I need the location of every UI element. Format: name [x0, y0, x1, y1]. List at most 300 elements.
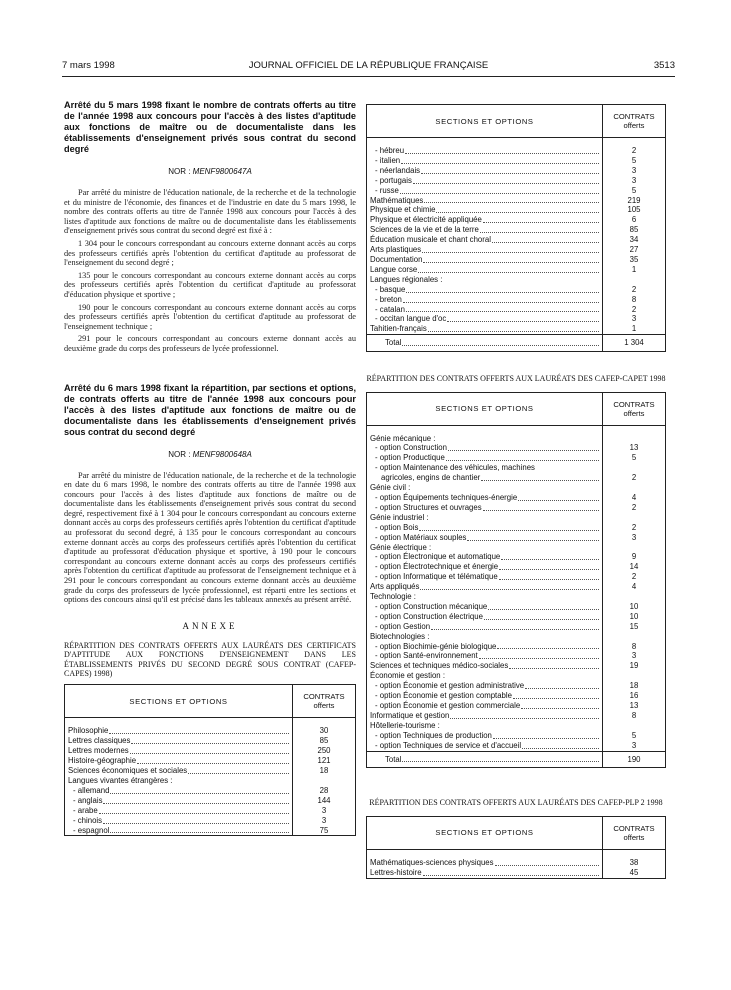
arrete2-nor: [64, 450, 356, 459]
total-value: 1 304: [603, 335, 666, 352]
col-header-offerts-label: offerts: [623, 832, 645, 842]
row-label: Physique et électricité appliquée: [370, 215, 482, 225]
row-value: 2: [603, 305, 666, 315]
dot-leader: [110, 831, 289, 833]
col-header-contrats: [603, 816, 666, 849]
row-label: - option Structures et ouvrages: [375, 502, 482, 512]
row-label-cell: [367, 721, 603, 731]
row-value: 45: [603, 868, 666, 878]
dot-leader: [499, 578, 599, 580]
row-label: Lettres modernes: [68, 746, 129, 756]
table-row: [367, 721, 666, 731]
col-header-sections: SECTIONS ET OPTIONS: [367, 105, 603, 138]
row-value: 3: [603, 533, 666, 543]
row-value: 34: [603, 235, 666, 245]
row-label-cell: [367, 453, 603, 463]
dot-leader: [493, 737, 599, 739]
row-label-cell: [367, 681, 603, 691]
row-value: 85: [603, 225, 666, 235]
row-label: - option Construction électrique: [375, 611, 483, 621]
row-value: 3: [603, 651, 666, 661]
header-date: 7 mars 1998: [62, 60, 115, 71]
arrete1-para: 291 pour le concours correspondant au concours externe donnant accès au deuxième grade du corps des professeurs de lycée professionnel.: [64, 334, 356, 353]
arrete1-para: 190 pour le concours correspondant au concours externe donnant accès au corps des professeurs certifiés après l'obtention du certificat d'aptitude au professorat de l'enseignement technique ;: [64, 302, 356, 331]
row-label: Physique et chimie: [370, 205, 436, 215]
row-value: 18: [603, 681, 666, 691]
table-row: [367, 493, 666, 503]
dot-leader: [423, 261, 599, 263]
row-value: 13: [603, 701, 666, 711]
row-value: 1: [603, 324, 666, 334]
row-value: 6: [603, 215, 666, 225]
row-label: - option Construction: [375, 443, 447, 453]
dot-leader: [501, 558, 599, 560]
row-label: Économie et gestion :: [370, 671, 445, 681]
row-label-cell: [367, 473, 603, 483]
row-label: - option Informatique et télématique: [375, 572, 498, 582]
capes-heading: RÉPARTITION DES CONTRATS OFFERTS AUX LAURÉATS DES CERTIFICATS D'APTITUDE AUX FONCTIONS D'ENSEIGNEMENT DANS LES ÉTABLISSEMENTS PRIVÉS DU SECOND DEGRÉ SOUS CONTRAT (CAFEP-CAPES) 1998): [64, 640, 356, 679]
table-row: [367, 731, 666, 741]
row-value: [603, 543, 666, 553]
row-label-cell: [367, 314, 603, 324]
row-label-cell: [367, 632, 603, 642]
arrete1-nor-label: NOR :: [168, 167, 191, 176]
table-row: [367, 463, 666, 473]
table-row: [367, 265, 666, 275]
table-row: [367, 245, 666, 255]
row-label-cell: [367, 661, 603, 671]
capes-right-body: [367, 138, 666, 335]
row-label-cell: [65, 746, 293, 756]
arrete1-para: Par arrêté du ministre de l'éducation nationale, de la recherche et de la technologie et du ministre de l'économie, des finances et de l'industrie en date du 5 mars 1998, le nombre des contrats offerts au titre de l'année 1998 aux concours pour l'accès à des listes d'aptitude aux fonctions de maître ou de documentaliste dans les établissements d'enseignement privés sous contrat du second degré est fixé à :: [64, 188, 356, 236]
row-label-cell: [367, 434, 603, 444]
row-label: Langue corse: [370, 264, 418, 274]
table-row: [367, 572, 666, 582]
dot-leader: [137, 762, 289, 764]
table-row: [367, 453, 666, 463]
row-label-cell: [367, 265, 603, 275]
dot-leader: [509, 667, 599, 669]
row-label: Lettres classiques: [68, 736, 131, 746]
dot-leader: [428, 330, 599, 332]
row-label: Documentation: [370, 254, 423, 264]
row-label: - espagnol: [73, 825, 110, 835]
row-value: 2: [603, 473, 666, 483]
row-label: - option Maintenance des véhicules, machines: [375, 463, 535, 473]
arrete2-title: Arrêté du 6 mars 1998 fixant la répartition, par sections et options, de contrats offerts au titre de l'année 1998 aux concours pour l'accès à des listes d'aptitude aux fonctions de maître ou de documentaliste dans les établissements d'enseignement privés sous contrat du second degré: [64, 382, 356, 437]
row-label-cell: [367, 285, 603, 295]
table-row: [65, 766, 356, 776]
table-row: [367, 622, 666, 632]
row-label: Génie industriel :: [370, 512, 429, 522]
table-row: [367, 858, 666, 868]
table-row: [367, 166, 666, 176]
row-value: 3: [603, 166, 666, 176]
row-label: Informatique et gestion: [370, 710, 450, 720]
row-label: Sciences et techniques médico-sociales: [370, 661, 509, 671]
row-value: 144: [293, 796, 356, 806]
row-label-cell: [367, 324, 603, 334]
dot-leader: [492, 241, 599, 243]
row-value: 8: [603, 642, 666, 652]
row-value: 3: [603, 741, 666, 751]
row-label-cell: [367, 205, 603, 215]
col-header-offerts-label: offerts: [623, 408, 645, 418]
row-label-cell: [367, 741, 603, 751]
row-label: Biotechnologies :: [370, 631, 430, 641]
row-value: 15: [603, 622, 666, 632]
row-label: - portugais: [375, 175, 412, 185]
row-label-cell: [367, 552, 603, 562]
row-label: - occitan langue d'oc: [375, 314, 447, 324]
row-value: 5: [603, 186, 666, 196]
row-label-cell: [65, 726, 293, 736]
row-value: 5: [603, 731, 666, 741]
table-row: [367, 215, 666, 225]
row-value: [603, 513, 666, 523]
row-value: 4: [603, 493, 666, 503]
table-row: [367, 868, 666, 878]
col-header-contrats-label: CONTRATS: [613, 399, 655, 409]
dot-leader: [481, 479, 599, 481]
dot-leader: [467, 539, 599, 541]
row-label-cell: [367, 711, 603, 721]
row-label-cell: [65, 806, 293, 816]
dot-leader: [450, 717, 599, 719]
row-label: - option Électronique et automatique: [375, 552, 501, 562]
table-row: [367, 205, 666, 215]
table-row: [367, 681, 666, 691]
capes-table-right: [366, 104, 666, 352]
row-label-cell: [367, 215, 603, 225]
row-label: Technologie :: [370, 592, 416, 602]
table-row: [367, 235, 666, 245]
dot-leader: [513, 697, 599, 699]
row-value: [603, 721, 666, 731]
table-row: [367, 582, 666, 592]
row-value: 75: [293, 826, 356, 836]
table-row: [367, 275, 666, 285]
row-label-cell: [367, 602, 603, 612]
row-label: - basque: [375, 284, 406, 294]
row-label: Génie électrique :: [370, 542, 432, 552]
row-value: 19: [603, 661, 666, 671]
arrete1-title: Arrêté du 5 mars 1998 fixant le nombre de contrats offerts au titre de l'année 1998 aux concours pour l'accès à des listes d'aptitude aux fonctions de maître ou de documentaliste dans les établissements d'enseignement privés sous contrat du second degré: [64, 100, 356, 154]
row-value: 105: [603, 205, 666, 215]
arrete1-nor: [64, 167, 356, 176]
table-row: [367, 285, 666, 295]
row-value: 1: [603, 265, 666, 275]
row-label: - option Techniques de service et d'accueil: [375, 740, 522, 750]
row-label-cell: [367, 562, 603, 572]
row-label: Langues vivantes étrangères :: [68, 775, 173, 785]
dot-leader: [103, 822, 289, 824]
table-row: [65, 746, 356, 756]
table-row: [65, 796, 356, 806]
row-value: 38: [603, 858, 666, 868]
row-label-cell: [65, 816, 293, 826]
table-row: [65, 776, 356, 786]
table-row: [367, 741, 666, 751]
arrete2-para: Par arrêté du ministre de l'éducation nationale, de la recherche et de la technologie en date du 6 mars 1998, le nombre des contrats offerts au titre de l'année 1998 aux concours pour l'accès à des listes d'aptitude aux fonctions de maître ou de documentaliste dans les établissements d'enseignement privés sous contrat du second degré, respectivement fixé à 1 304 pour le concours correspondant au concours externe donnant accès au corps des professeurs certifiés après l'obtention du certificat d'aptitude au professorat du second degré, à 135 pour le concours correspondant au concours externe donnant accès au corps des professeurs certifiés après l'obtention du certificat d'aptitude au professorat d'éducation physique et sportive, à 190 pour le concours correspondant au concours externe donnant accès au corps des professeurs certifiés après l'obtention du certificat d'aptitude au professorat de l'enseignement technique et à 291 pour le concours correspondant au concours externe donnant accès au deuxième grade du corps des professeurs de lycée professionnel, est réparti entre les sections et options des concours ainsi qu'il est précisé dans les tableaux annexés au présent arrêté.: [64, 470, 356, 605]
row-value: [293, 776, 356, 786]
dot-leader: [521, 707, 599, 709]
row-label-cell: [367, 671, 603, 681]
total-value: 190: [603, 751, 666, 768]
row-label-cell: [367, 463, 603, 473]
row-label-cell: [367, 503, 603, 513]
arrete1-body: [64, 188, 356, 354]
row-label-cell: [367, 622, 603, 632]
row-value: 2: [603, 146, 666, 156]
dot-leader: [103, 802, 289, 804]
dot-leader: [446, 459, 599, 461]
table-row: [367, 314, 666, 324]
row-label-cell: [367, 255, 603, 265]
table-row: [367, 513, 666, 523]
row-label: Mathématiques-sciences physiques: [370, 857, 494, 867]
row-label-cell: [367, 691, 603, 701]
row-label-cell: [65, 796, 293, 806]
table-row: [367, 434, 666, 444]
row-label: Génie civil :: [370, 483, 411, 493]
table-row: [65, 786, 356, 796]
row-label: Hôtellerie-tourisme :: [370, 720, 440, 730]
row-value: 5: [603, 453, 666, 463]
row-value: [603, 434, 666, 444]
col-header-contrats-label: CONTRATS: [303, 692, 345, 702]
dot-leader: [422, 251, 599, 253]
row-label: - option Électrotechnique et énergie: [375, 562, 499, 572]
table-row: [367, 295, 666, 305]
header-journal-title: JOURNAL OFFICIEL DE LA RÉPUBLIQUE FRANÇAISE: [248, 60, 489, 71]
row-label: - option Santé-environnement: [375, 651, 478, 661]
row-label-cell: [367, 533, 603, 543]
dot-leader: [99, 812, 289, 814]
table-row: [367, 255, 666, 265]
row-value: [603, 632, 666, 642]
dot-leader: [484, 618, 599, 620]
table-row: [65, 756, 356, 766]
row-label-cell: [367, 235, 603, 245]
row-label: - russe: [375, 185, 399, 195]
row-label: Lettres-histoire: [370, 867, 422, 877]
row-label: - hébreu: [375, 146, 405, 155]
dot-leader: [413, 182, 599, 184]
table-row: [367, 176, 666, 186]
table-row: [65, 826, 356, 836]
row-label: - option Techniques de production: [375, 730, 492, 740]
row-label-cell: [367, 592, 603, 602]
table-row: [367, 691, 666, 701]
row-value: 3: [603, 176, 666, 186]
dot-leader: [401, 162, 599, 164]
table-row: [367, 324, 666, 334]
dot-leader: [522, 747, 599, 749]
table-row: [367, 642, 666, 652]
table-row: [367, 156, 666, 166]
table-row: [367, 225, 666, 235]
col-header-contrats-label: CONTRATS: [613, 112, 655, 121]
row-value: 2: [603, 503, 666, 513]
dot-leader: [480, 231, 599, 233]
row-label-cell: [367, 245, 603, 255]
arrete2-nor-label: NOR :: [168, 449, 191, 459]
row-label-cell: [65, 756, 293, 766]
table-row: [367, 671, 666, 681]
arrete2-nor-code: MENF9800648A: [192, 449, 252, 459]
row-label-cell: [367, 225, 603, 235]
row-label: - italien: [375, 155, 401, 165]
row-value: 10: [603, 612, 666, 622]
table-row: [367, 602, 666, 612]
row-label: - option Équipements techniques-énergie: [375, 492, 518, 502]
total-label: Total: [385, 754, 402, 764]
header-rule: [62, 76, 675, 77]
row-value: 2: [603, 285, 666, 295]
row-value: 2: [603, 523, 666, 533]
row-value: 14: [603, 562, 666, 572]
table-row: [367, 503, 666, 513]
row-value: 2: [603, 572, 666, 582]
table-row: [367, 146, 666, 156]
table-row: [367, 661, 666, 671]
row-label-cell: [367, 493, 603, 503]
row-value: 18: [293, 766, 356, 776]
capet-total: [367, 751, 666, 768]
col-header-offerts-label: offerts: [313, 701, 335, 711]
row-value: 8: [603, 711, 666, 721]
row-value: 250: [293, 746, 356, 756]
dot-leader: [518, 499, 599, 501]
dot-leader: [423, 874, 599, 876]
dot-leader: [418, 271, 599, 273]
annexe-title: ANNEXE: [182, 620, 238, 631]
row-label-cell: [367, 305, 603, 315]
table-row: [367, 186, 666, 196]
row-label: - anglais: [73, 795, 103, 805]
dot-leader: [495, 864, 599, 866]
row-value: 5: [603, 156, 666, 166]
right-column: [366, 104, 666, 879]
dot-leader: [424, 201, 599, 203]
dot-leader: [497, 647, 599, 649]
row-value: 4: [603, 582, 666, 592]
row-label: Histoire-géographie: [68, 756, 137, 766]
dot-leader: [131, 742, 289, 744]
row-label: - option Économie et gestion comptable: [375, 691, 512, 701]
table-row: [65, 816, 356, 826]
dot-leader: [483, 509, 599, 511]
col-header-sections: SECTIONS ET OPTIONS: [367, 816, 603, 849]
row-label: - option Matériaux souples: [375, 532, 467, 542]
row-value: 35: [603, 255, 666, 265]
plp-heading: RÉPARTITION DES CONTRATS OFFERTS AUX LAURÉATS DES CAFEP-PLP 2 1998: [369, 798, 663, 808]
arrete1-para: 1 304 pour le concours correspondant au concours externe donnant accès au corps des professeurs certifiés après l'obtention du certificat d'aptitude au professorat de l'enseignement du second degré ;: [64, 238, 356, 268]
capet-body: [367, 425, 666, 751]
row-value: [603, 483, 666, 493]
row-label: - chinois: [73, 815, 103, 825]
row-label-cell: [367, 651, 603, 661]
row-label: - arabe: [73, 805, 98, 815]
row-value: 28: [293, 786, 356, 796]
row-label-cell: [367, 701, 603, 711]
row-label: - option Économie et gestion commerciale: [375, 701, 521, 710]
row-label-cell: [367, 275, 603, 285]
table-row: [367, 523, 666, 533]
dot-leader: [479, 657, 599, 659]
row-label: - catalan: [375, 304, 405, 314]
dot-leader: [403, 301, 599, 303]
dot-leader: [400, 192, 599, 194]
row-label-cell: [367, 582, 603, 592]
row-label: Arts plastiques: [370, 245, 422, 255]
row-value: 27: [603, 245, 666, 255]
row-label-cell: [367, 186, 603, 196]
dot-leader: [420, 588, 599, 590]
row-label-cell: [65, 776, 293, 786]
row-label: Éducation musicale et chant choral: [370, 235, 491, 245]
dot-leader: [419, 529, 599, 531]
header-page-number: 3513: [653, 60, 675, 71]
row-label: Sciences de la vie et de la terre: [370, 225, 479, 235]
table-row: [65, 726, 356, 736]
col-header-contrats: [603, 105, 666, 138]
row-label-cell: [367, 156, 603, 166]
row-label-cell: [367, 642, 603, 652]
row-value: 3: [603, 314, 666, 324]
row-label: - allemand: [73, 785, 110, 795]
row-label-cell: [367, 483, 603, 493]
table-row: [367, 305, 666, 315]
row-label: Sciences économiques et sociales: [68, 766, 188, 776]
row-label: Arts appliqués: [370, 582, 420, 592]
col-header-sections: SECTIONS ET OPTIONS: [367, 392, 603, 425]
table-row: [367, 196, 666, 206]
row-label: - option Productique: [375, 453, 445, 463]
col-header-offerts-label: offerts: [623, 121, 645, 130]
col-header-contrats-label: CONTRATS: [613, 823, 655, 833]
col-header-contrats: [603, 392, 666, 425]
row-label: Philosophie: [68, 726, 109, 736]
table-row: [65, 736, 356, 746]
row-label: - option Économie et gestion administrative: [375, 681, 525, 691]
row-label: Tahitien-français: [370, 324, 427, 334]
table-row: [367, 701, 666, 711]
table-row: [367, 552, 666, 562]
table-row: [367, 543, 666, 553]
row-label-cell: [367, 731, 603, 741]
col-header-sections: SECTIONS ET OPTIONS: [65, 685, 293, 718]
capes-table-left: [64, 684, 356, 836]
row-label: Langues régionales :: [370, 274, 443, 284]
row-label: agricoles, engins de chantier: [381, 473, 481, 483]
dot-leader: [499, 568, 599, 570]
row-value: 9: [603, 552, 666, 562]
table-row: [367, 533, 666, 543]
dot-leader: [130, 752, 289, 754]
row-label: - option Biochimie-génie biologique: [375, 641, 497, 651]
row-value: 85: [293, 736, 356, 746]
row-value: [603, 671, 666, 681]
dot-leader: [109, 732, 289, 734]
row-label-cell: [65, 736, 293, 746]
row-value: 3: [293, 806, 356, 816]
dot-leader: [431, 628, 599, 630]
table-row: [367, 562, 666, 572]
table-row: [65, 806, 356, 816]
page-header: [62, 60, 675, 74]
